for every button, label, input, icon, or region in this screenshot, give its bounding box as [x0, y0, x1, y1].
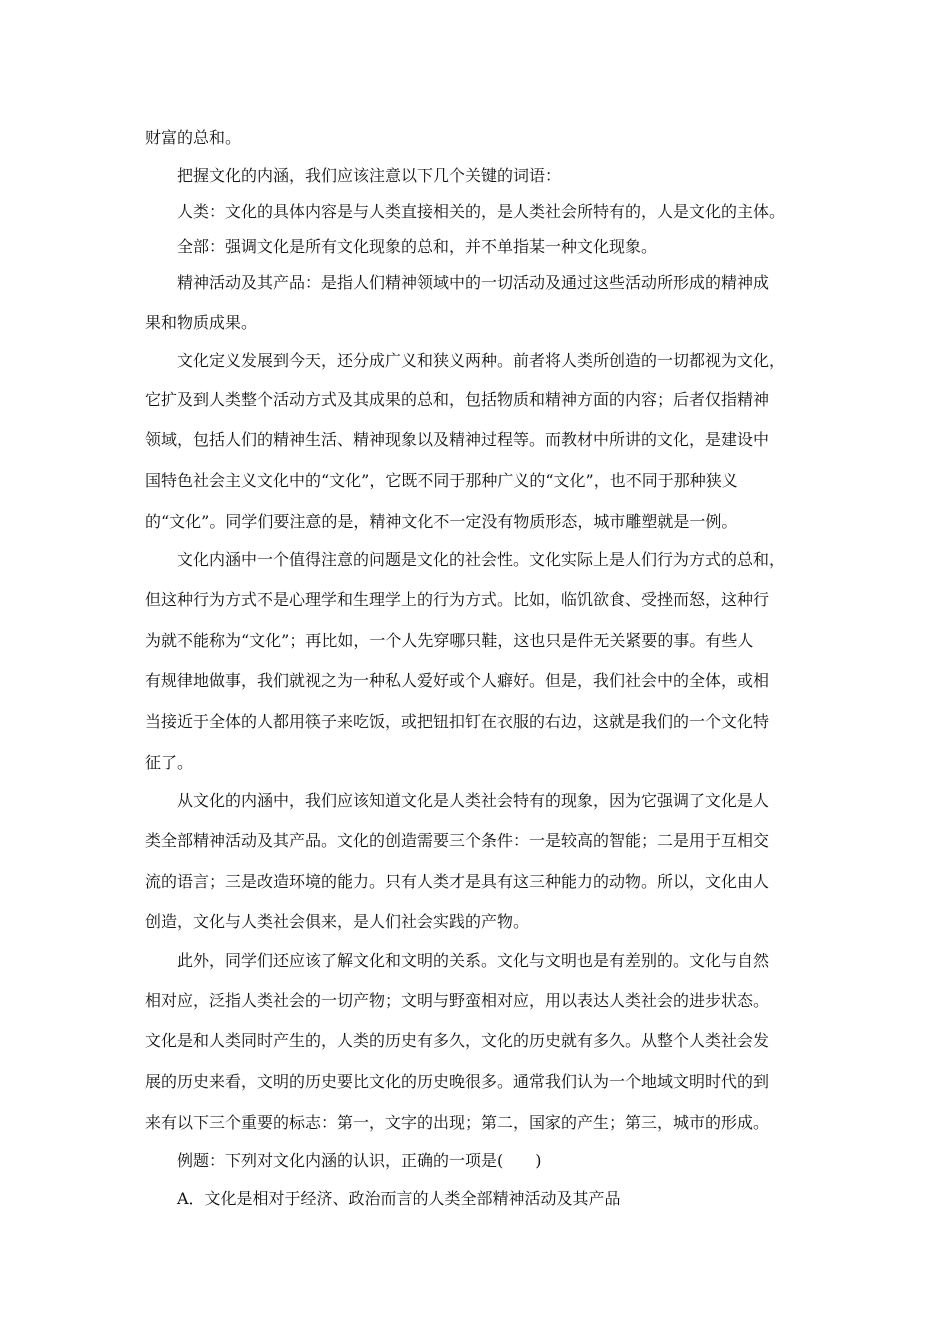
text-line: 文化内涵中一个值得注意的问题是文化的社会性。文化实际上是人们行为方式的总和，	[177, 550, 786, 569]
text-line: 来有以下三个重要的标志：第一，文字的出现；第二，国家的产生；第三，城市的形成。	[145, 1113, 770, 1132]
text-line: 国特色社会主义文化中的“文化”，它既不同于那种广义的“文化”，也不同于那种狭义	[145, 471, 738, 490]
text-line: 有规律地做事，我们就视之为一种私人爱好或个人癖好。但是，我们社会中的全体，或相	[145, 671, 770, 690]
text-line: 人类：文化的具体内容是与人类直接相关的，是人类社会所特有的，人是文化的主体。	[177, 202, 786, 221]
text-line: 果和物质成果。	[145, 313, 258, 332]
text-line: 领域，包括人们的精神生活、精神现象以及精神过程等。而教材中所讲的文化，是建设中	[145, 430, 770, 449]
text-line: 类全部精神活动及其产品。文化的创造需要三个条件：一是较高的智能；二是用于互相交	[145, 831, 770, 850]
text-line: 的“文化”。同学们要注意的是，精神文化不一定没有物质形态，城市雕塑就是一例。	[145, 512, 738, 531]
text-line: 相对应，泛指人类社会的一切产物；文明与野蛮相对应，用以表达人类社会的进步状态。	[145, 991, 770, 1010]
answer-option-a: A．文化是相对于经济、政治而言的人类全部精神活动及其产品	[177, 1189, 621, 1208]
text-line: 征了。	[145, 753, 194, 772]
text-line: 从文化的内涵中，我们应该知道文化是人类社会特有的现象，因为它强调了文化是人	[177, 791, 770, 810]
text-line: 创造，文化与人类社会俱来，是人们社会实践的产物。	[145, 912, 530, 931]
text-line: 把握文化的内涵，我们应该注意以下几个关键的词语：	[177, 166, 562, 185]
text-line: 它扩及到人类整个活动方式及其成果的总和，包括物质和精神方面的内容；后者仅指精神	[145, 390, 770, 409]
text-line: 流的语言；三是改造环境的能力。只有人类才是具有这三种能力的动物。所以，文化由人	[145, 872, 770, 891]
text-line: 财富的总和。	[145, 128, 242, 147]
example-question: 例题：下列对文化内涵的认识，正确的一项是( )	[177, 1151, 542, 1170]
text-line: 精神活动及其产品：是指人们精神领域中的一切活动及通过这些活动所形成的精神成	[177, 273, 770, 292]
text-line: 展的历史来看，文明的历史要比文化的历史晚很多。通常我们认为一个地域文明时代的到	[145, 1072, 770, 1091]
text-line: 为就不能称为“文化”；再比如，一个人先穿哪只鞋，这也只是件无关紧要的事。有些人	[145, 631, 754, 650]
text-line: 此外，同学们还应该了解文化和文明的关系。文化与文明也是有差别的。文化与自然	[177, 951, 770, 970]
text-line: 文化定义发展到今天，还分成广义和狭义两种。前者将人类所创造的一切都视为文化，	[177, 351, 786, 370]
text-line: 文化是和人类同时产生的，人类的历史有多久，文化的历史就有多久。从整个人类社会发	[145, 1031, 770, 1050]
text-line: 但这种行为方式不是心理学和生理学上的行为方式。比如，临饥欲食、受挫而怒，这种行	[145, 590, 770, 609]
text-line: 当接近于全体的人都用筷子来吃饭，或把钮扣钉在衣服的右边，这就是我们的一个文化特	[145, 712, 770, 731]
text-line: 全部：强调文化是所有文化现象的总和，并不单指某一种文化现象。	[177, 237, 658, 256]
